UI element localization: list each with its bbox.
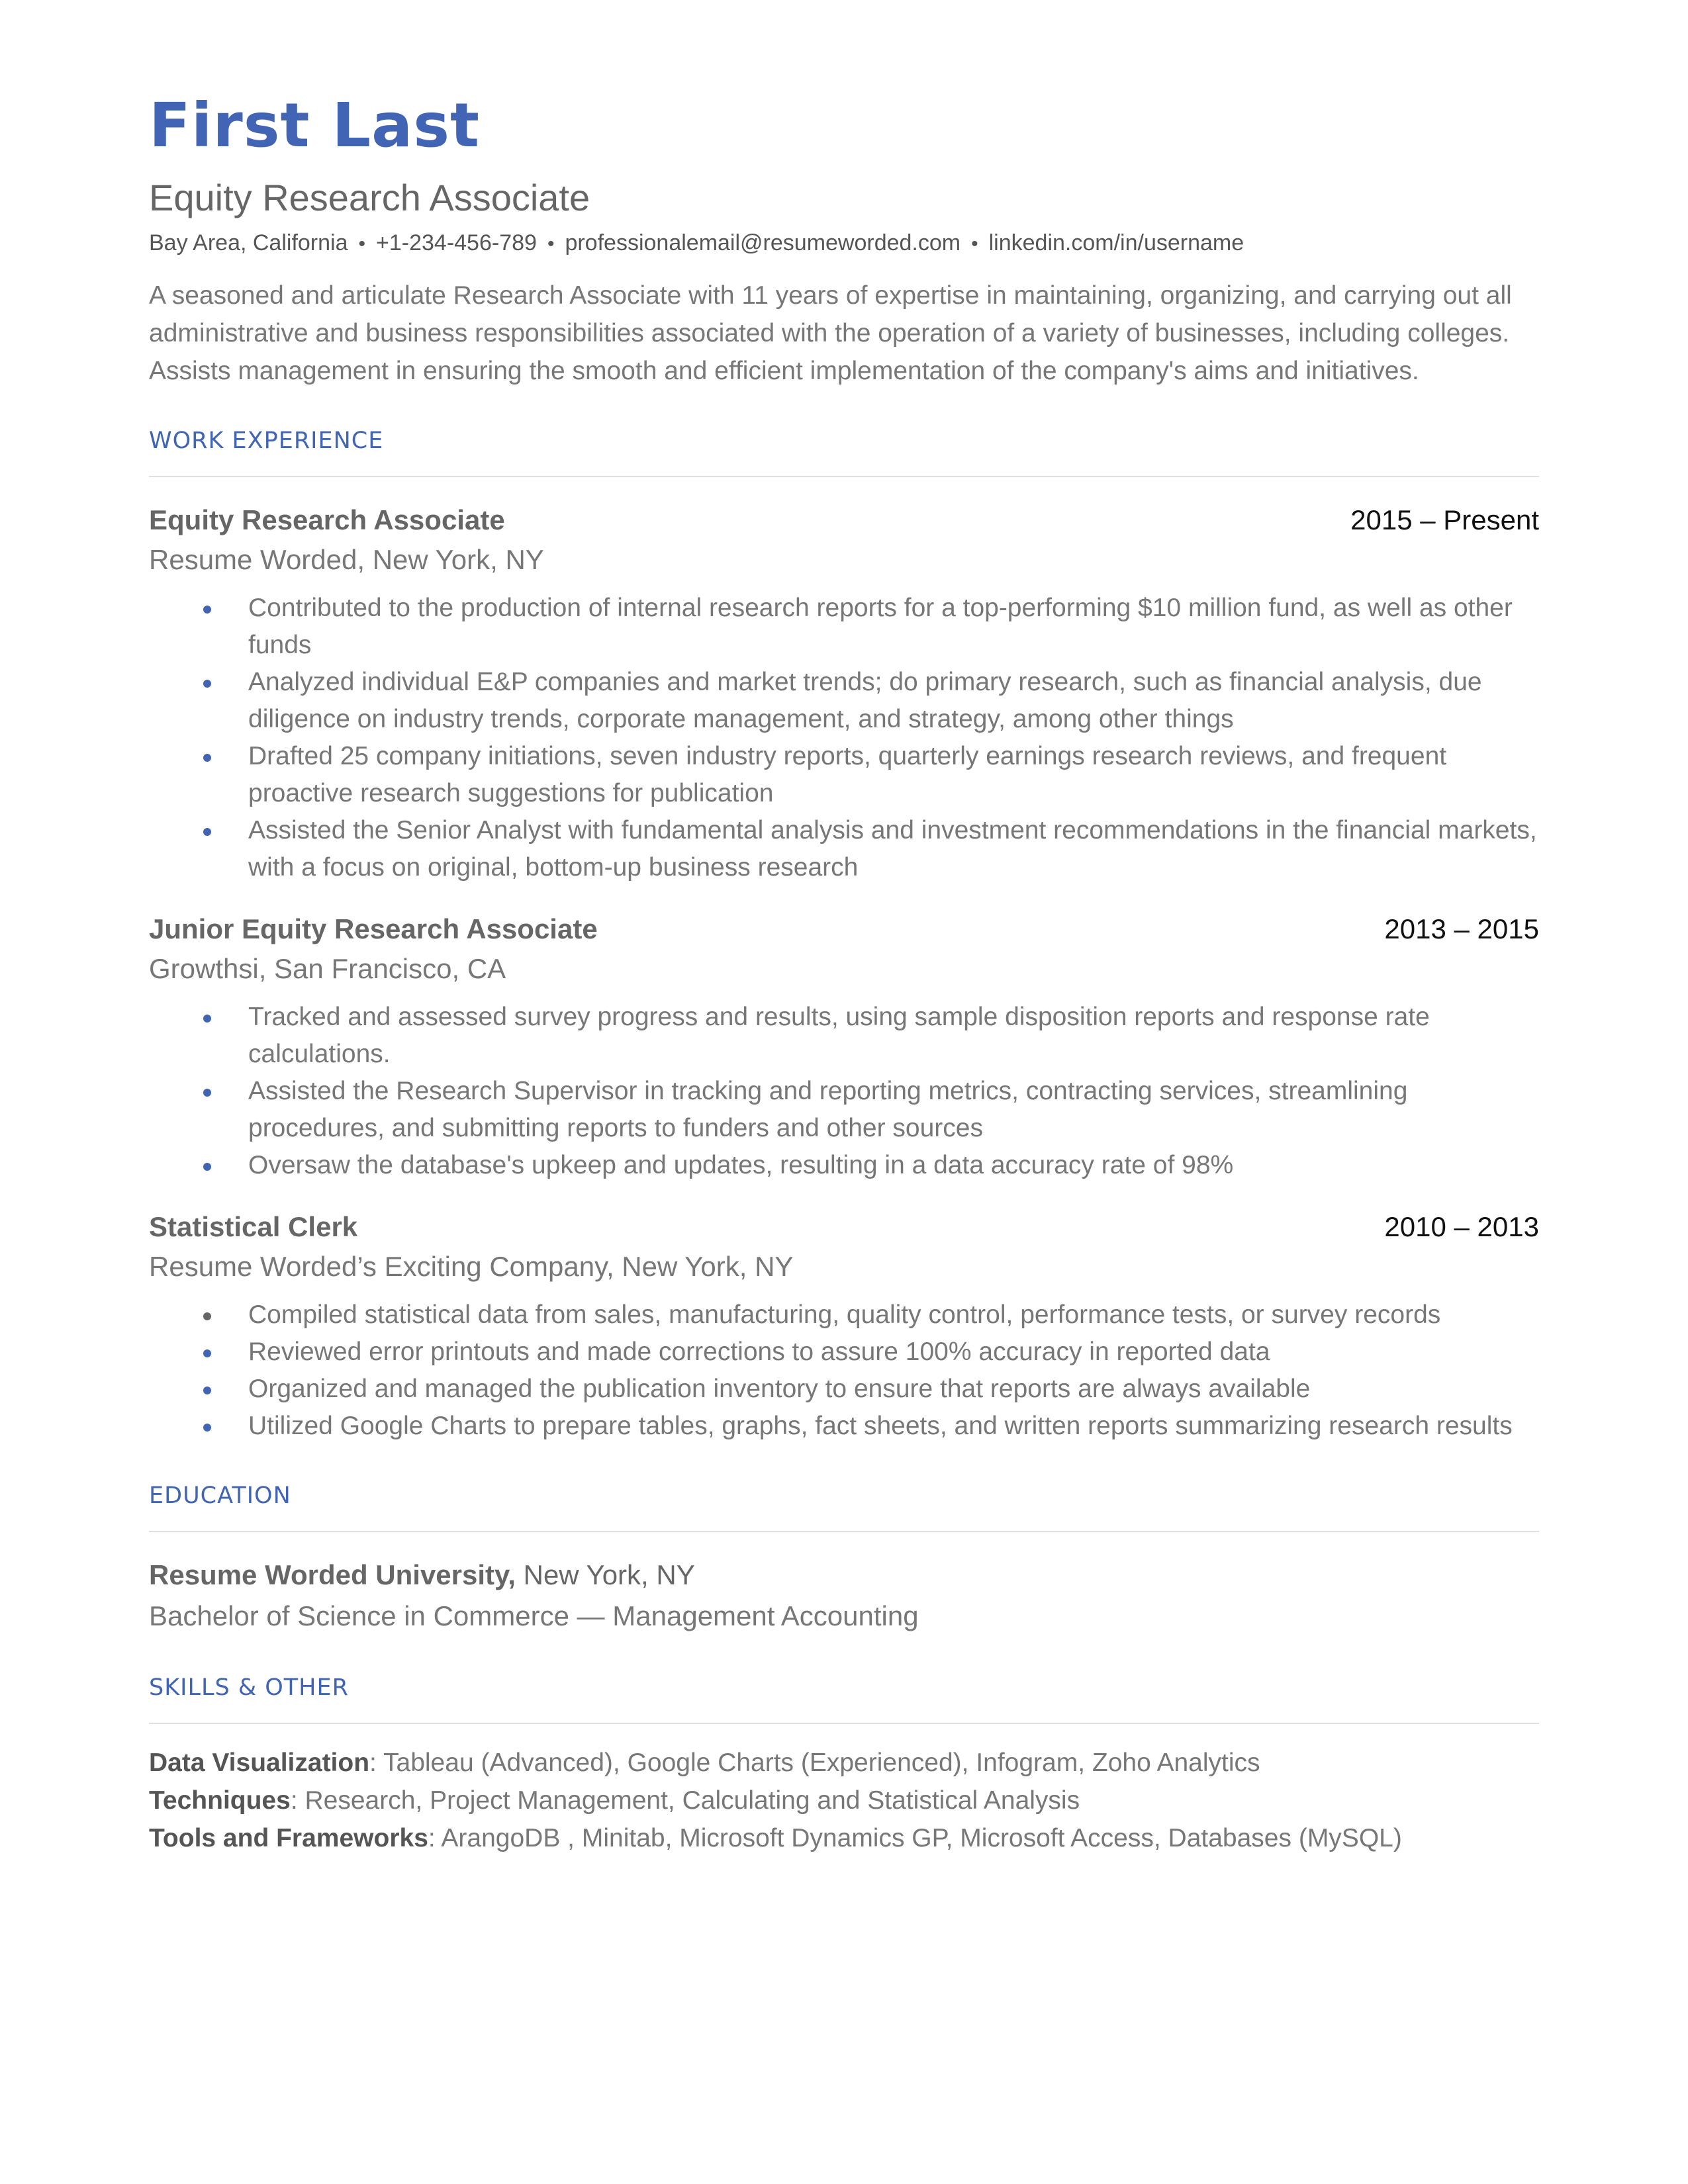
headline-title: Equity Research Associate	[149, 177, 590, 218]
bullet-dot	[203, 606, 211, 614]
bullet-item	[149, 738, 1539, 812]
skills-list	[149, 1744, 1539, 1857]
bullet-text: Organized and managed the publication inventory to ensure that reports are always available	[248, 1375, 1311, 1403]
skill-line	[149, 1819, 1539, 1857]
work-experience-heading: WORK EXPERIENCE	[149, 428, 384, 454]
skill-label: Data Visualization	[149, 1749, 370, 1777]
education-heading: EDUCATION	[149, 1482, 291, 1509]
skill-value: : Tableau (Advanced), Google Charts (Experienced), Infogram, Zoho Analytics	[369, 1749, 1260, 1777]
bullet-text: Tracked and assessed survey progress and results, using sample disposition reports and response rate calculations.	[248, 1003, 1430, 1068]
summary-paragraph: A seasoned and articulate Research Associate with 11 years of expertise in maintaining, organizing, and carrying out all administrative and business responsibilities associated with the operation of a variety of businesses, including colleges. Assists management in ensuring the smooth and efficient implementation of the company's aims and initiatives.	[149, 281, 1512, 385]
job-bullets	[149, 999, 1539, 1184]
skill-line	[149, 1744, 1539, 1782]
bullet-item	[149, 999, 1539, 1073]
job-company: Resume Worded, New York, NY	[149, 544, 544, 575]
bullet-text: Oversaw the database's upkeep and updates, resulting in a data accuracy rate of 98%	[248, 1151, 1234, 1179]
school-name: Resume Worded University,	[149, 1559, 516, 1590]
job-role: Equity Research Associate	[149, 504, 505, 535]
section-divider	[149, 1723, 1539, 1724]
job-entry	[149, 1208, 1539, 1445]
section-divider	[149, 476, 1539, 477]
bullet-text: Analyzed individual E&P companies and market trends; do primary research, such as financial analysis, due diligence on industry trends, corporate management, and strategy, among other things	[248, 668, 1482, 733]
job-header	[149, 1208, 1539, 1246]
job-role: Statistical Clerk	[149, 1211, 358, 1242]
bullet-dot	[203, 1089, 211, 1097]
bullet-text: Contributed to the production of internal research reports for a top-performing $10 million fund, as well as other funds	[248, 594, 1513, 659]
job-company: Growthsi, San Francisco, CA	[149, 953, 506, 984]
contact-separator: •	[547, 233, 555, 255]
contact-separator: •	[971, 233, 978, 255]
school-location: New York, NY	[523, 1559, 695, 1590]
bullet-item	[149, 812, 1539, 886]
job-header	[149, 910, 1539, 948]
job-dates: 2010 – 2013	[1384, 1211, 1539, 1242]
bullet-item	[149, 1147, 1539, 1184]
job-dates: 2013 – 2015	[1384, 913, 1539, 944]
bullet-dot	[203, 828, 211, 836]
bullet-dot	[203, 1349, 211, 1357]
bullet-dot	[203, 1387, 211, 1394]
bullet-dot	[203, 754, 211, 762]
bullet-item	[149, 1371, 1539, 1408]
bullet-item	[149, 1408, 1539, 1445]
bullet-dot	[203, 680, 211, 688]
contact-email: professionalemail@resumeworded.com	[565, 230, 961, 255]
bullet-item	[149, 1073, 1539, 1147]
bullet-item	[149, 590, 1539, 664]
candidate-name: First Last	[149, 90, 480, 161]
degree: Bachelor of Science in Commerce — Management Accounting	[149, 1600, 919, 1631]
bullet-item	[149, 1334, 1539, 1371]
bullet-text: Assisted the Senior Analyst with fundamental analysis and investment recommendations in the financial markets, with a focus on original, bottom-up business research	[248, 816, 1537, 882]
bullet-item	[149, 1297, 1539, 1334]
education-entry	[149, 1555, 1539, 1637]
job-bullets	[149, 1297, 1539, 1445]
contact-phone: +1-234-456-789	[376, 230, 537, 255]
bullet-text: Utilized Google Charts to prepare tables, graphs, fact sheets, and written reports summarizing research results	[248, 1412, 1513, 1440]
job-company: Resume Worded’s Exciting Company, New York, NY	[149, 1251, 794, 1282]
job-bullets	[149, 590, 1539, 886]
school-line	[149, 1555, 1539, 1596]
bullet-text: Assisted the Research Supervisor in tracking and reporting metrics, contracting services, streamlining procedures, and submitting reports to funders and other sources	[248, 1077, 1408, 1142]
section-divider	[149, 1531, 1539, 1532]
skill-value: : ArangoDB , Minitab, Microsoft Dynamics GP, Microsoft Access, Databases (MySQL)	[428, 1824, 1402, 1852]
job-role: Junior Equity Research Associate	[149, 913, 598, 944]
skill-line	[149, 1782, 1539, 1819]
bullet-text: Drafted 25 company initiations, seven industry reports, quarterly earnings research reviews, and frequent proactive research suggestions for publication	[248, 742, 1447, 807]
bullet-dot	[203, 1312, 211, 1320]
bullet-dot	[203, 1015, 211, 1023]
contact-separator: •	[358, 233, 366, 255]
job-header	[149, 501, 1539, 539]
resume-page	[149, 86, 1539, 1857]
contact-line	[149, 228, 1539, 259]
bullet-dot	[203, 1424, 211, 1432]
skill-label: Techniques	[149, 1786, 291, 1815]
contact-linkedin: linkedin.com/in/username	[988, 230, 1244, 255]
bullet-dot	[203, 1163, 211, 1171]
bullet-text: Compiled statistical data from sales, manufacturing, quality control, performance tests, or survey records	[248, 1300, 1441, 1329]
contact-location: Bay Area, California	[149, 230, 348, 255]
job-dates: 2015 – Present	[1350, 504, 1539, 535]
skill-value: : Research, Project Management, Calculating and Statistical Analysis	[290, 1786, 1080, 1815]
skills-heading: SKILLS & OTHER	[149, 1674, 349, 1701]
skill-label: Tools and Frameworks	[149, 1824, 428, 1852]
job-entry	[149, 501, 1539, 886]
bullet-text: Reviewed error printouts and made corrections to assure 100% accuracy in reported data	[248, 1338, 1270, 1366]
bullet-item	[149, 664, 1539, 738]
job-entry	[149, 910, 1539, 1184]
